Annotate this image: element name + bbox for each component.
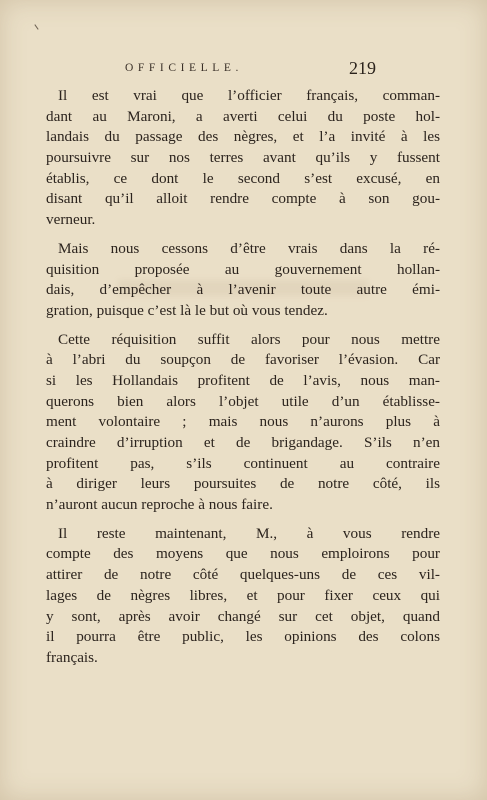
text-line: à diriger leurs poursuites de notre côté, ils (46, 475, 440, 493)
page-header (0, 56, 487, 84)
text-line: craindre d’irruption et de brigandage. S’ils n’en (46, 434, 440, 451)
text-line: gration, puisque c’est là le but où vous tendez. (46, 301, 328, 319)
paragraph-gap (46, 516, 440, 524)
body-text (46, 86, 440, 669)
text-line: Il est vrai que l’officier français, comman- (58, 87, 440, 104)
text-line: landais du passage des nègres, et l’a invité à les (46, 128, 440, 146)
running-head: OFFICIELLE. (125, 62, 243, 74)
text-line: si les Hollandais profitent de l’avis, nous man- (46, 371, 440, 389)
text-line: poursuivre sur nos terres avant qu’ils y fussent (46, 149, 440, 167)
text-line: il pourra être public, les opinions des colons (46, 628, 440, 646)
paragraph-3 (46, 330, 440, 516)
paragraph-2 (46, 239, 440, 322)
text-line: Il reste maintenant, M., à vous rendre (58, 524, 440, 542)
paragraph-4 (46, 524, 440, 669)
text-line: quisition proposée au gouvernement hollan- (46, 260, 440, 278)
margin-mark (34, 24, 38, 29)
text-line: établis, ce dont le second s’est excusé, en (46, 169, 440, 187)
text-line: lages de nègres libres, et pour fixer ceux qui (46, 586, 440, 604)
text-line: disant qu’il alloit rendre compte à son gou- (46, 190, 440, 208)
text-line: compte des moyens que nous emploirons pour (46, 545, 440, 563)
text-line: attirer de notre côté quelques-uns de ces vil- (46, 566, 440, 584)
paragraph-1 (46, 86, 440, 231)
text-line: dant au Maroni, a averti celui du poste hol- (46, 107, 440, 125)
text-line: Cette réquisition suffit alors pour nous mettre (58, 330, 440, 348)
text-line: n’auront aucun reproche à nous faire. (46, 496, 273, 514)
page-number: 219 (349, 58, 376, 78)
text-line: querons bien alors l’objet utile d’un établisse- (46, 392, 440, 410)
text-line: ment volontaire ; mais nous n’aurons plus à (46, 413, 440, 431)
text-line: profitent pas, s’ils continuent au contraire (46, 454, 440, 472)
paragraph-gap (46, 231, 440, 239)
text-line: à l’abri du soupçon de favoriser l’évasion. Car (46, 351, 440, 369)
paragraph-gap (46, 322, 440, 330)
text-line: y sont, après avoir changé sur cet objet, quand (46, 607, 440, 625)
text-line: Mais nous cessons d’être vrais dans la ré- (58, 239, 440, 257)
text-line: verneur. (46, 211, 96, 229)
text-line: français. (46, 648, 98, 666)
text-line: dais, d’empêcher à l’avenir toute autre émi- (46, 281, 440, 299)
